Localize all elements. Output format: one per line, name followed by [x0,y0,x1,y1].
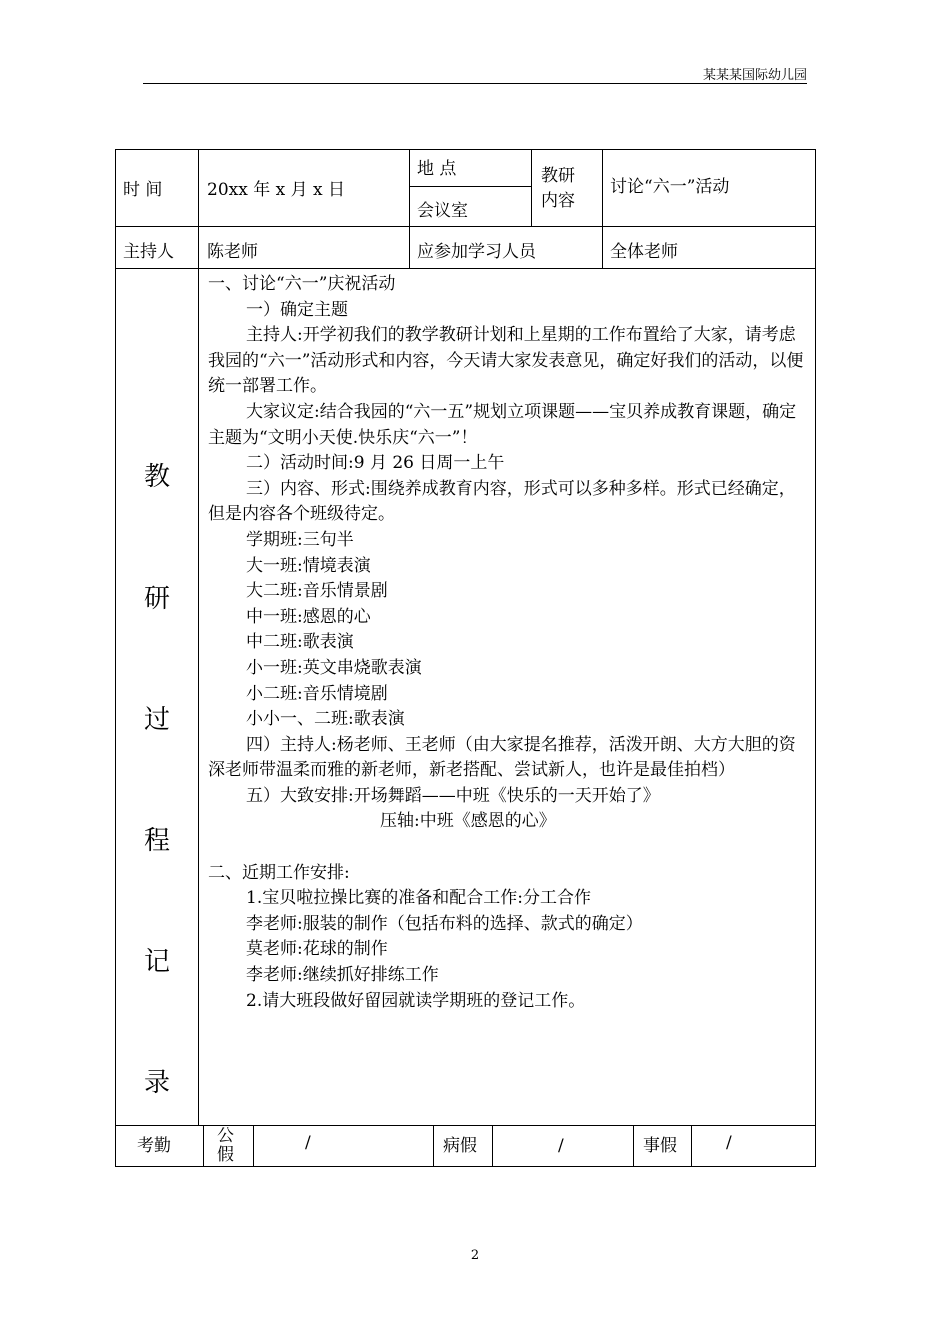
col-divider-att-1 [203,1126,204,1167]
date-value: 20xx 年 x 月 x 日 [207,180,346,200]
record-line: 一）确定主题 [246,299,348,320]
record-line: 学期班:三句半 [246,529,354,550]
sick-leave-label: 病假 [443,1136,477,1156]
content-value: 讨论“六一”活动 [610,177,730,197]
table-border-bottom [115,1166,816,1167]
col-divider-location [409,149,410,269]
record-line: 莫老师:花球的制作 [246,939,388,960]
attendance-label: 考勤 [137,1136,171,1156]
process-label-char: 研 [143,584,170,614]
row-divider-2 [115,268,816,269]
record-line: 压轴:中班《感恩的心》 [380,811,556,832]
record-line: 大家议定:结合我园的“六一五”规划立项课题——宝贝养成教育课题，确定主题为“文明小天使.快乐庆“六一”！ [208,401,797,448]
process-label-char: 程 [143,826,170,856]
col-divider-att-4 [492,1126,493,1167]
col-divider-label [198,149,199,1126]
col-divider-att-3 [433,1126,434,1167]
col-divider-att-2 [253,1126,254,1167]
org-name: 某某某国际幼儿园 [702,68,807,83]
host-value: 陈老师 [207,242,258,262]
process-label-char: 教 [143,462,170,492]
record-line: 李老师:服装的制作（包括布料的选择、款式的确定） [246,913,643,934]
attendees-value: 全体老师 [610,242,678,262]
record-line: 李老师:继续抓好排练工作 [246,965,439,986]
record-line: 三）内容、形式:围绕养成教育内容，形式可以多种多样。形式已经确定，但是内容各个班级待定。 [208,478,796,525]
process-label-char: 记 [143,947,170,977]
record-line: 大二班:音乐情景剧 [246,581,388,602]
official-leave-value: / [305,1133,311,1153]
col-divider-att-5 [633,1126,634,1167]
sick-leave-value: / [558,1136,564,1156]
row-divider-1 [115,226,816,227]
location-divider [409,186,531,187]
host-label: 主持人 [123,242,174,262]
record-line: 大一班:情境表演 [246,555,371,576]
record-line: 二、近期工作安排: [208,862,350,883]
personal-leave-label: 事假 [643,1136,677,1156]
record-line: 小二班:音乐情境剧 [246,683,388,704]
record-line: 二）活动时间:9 月 26 日周一上午 [246,453,505,474]
time-label: 时 间 [123,180,163,200]
record-line: 中二班:歌表演 [246,632,354,653]
official-leave-label-line2: 假 [217,1145,234,1165]
col-divider-att-6 [691,1126,692,1167]
record-line: 五）大致安排:开场舞蹈——中班《快乐的一天开始了》 [246,785,660,806]
header-rule [143,83,807,84]
record-line: 四）主持人:杨老师、王老师（由大家提名推荐，活泼开朗、大方大胆的资深老师带温柔而雅的新老师，新老搭配、尝试新人，也许是最佳拍档） [208,734,796,781]
record-line: 1.宝贝啦拉操比赛的准备和配合工作:分工合作 [246,888,591,909]
col-divider-content-label [531,149,532,227]
table-border-left [115,149,116,1167]
table-border-top [115,149,816,150]
location-label: 地 点 [417,159,457,179]
record-blank-line [208,835,808,861]
process-label-char: 过 [143,705,170,735]
record-line: 主持人:开学初我们的教学教研计划和上星期的工作布置给了大家，请考虑我园的“六一”活动形式和内容，今天请大家发表意见，确定好我们的活动，以便统一部署工作。 [208,325,804,397]
record-body [208,272,808,1014]
page-number: 2 [470,1248,480,1263]
attendees-label: 应参加学习人员 [417,242,536,262]
location-value: 会议室 [417,201,468,221]
record-line: 2.请大班段做好留园就读学期班的登记工作。 [246,990,586,1011]
content-label-line1: 教研 [541,166,575,186]
record-line: 小小一、二班:歌表演 [246,709,405,730]
content-label-line2: 内容 [541,191,575,211]
col-divider-content [602,149,603,269]
official-leave-label-line1: 公 [217,1126,234,1146]
personal-leave-value: / [726,1133,732,1153]
record-line: 一、讨论“六一”庆祝活动 [208,274,396,294]
table-border-right [815,149,816,1167]
record-line: 小一班:英文串烧歌表演 [246,657,422,678]
record-line: 中一班:感恩的心 [246,606,371,627]
process-label-char: 录 [143,1068,170,1098]
